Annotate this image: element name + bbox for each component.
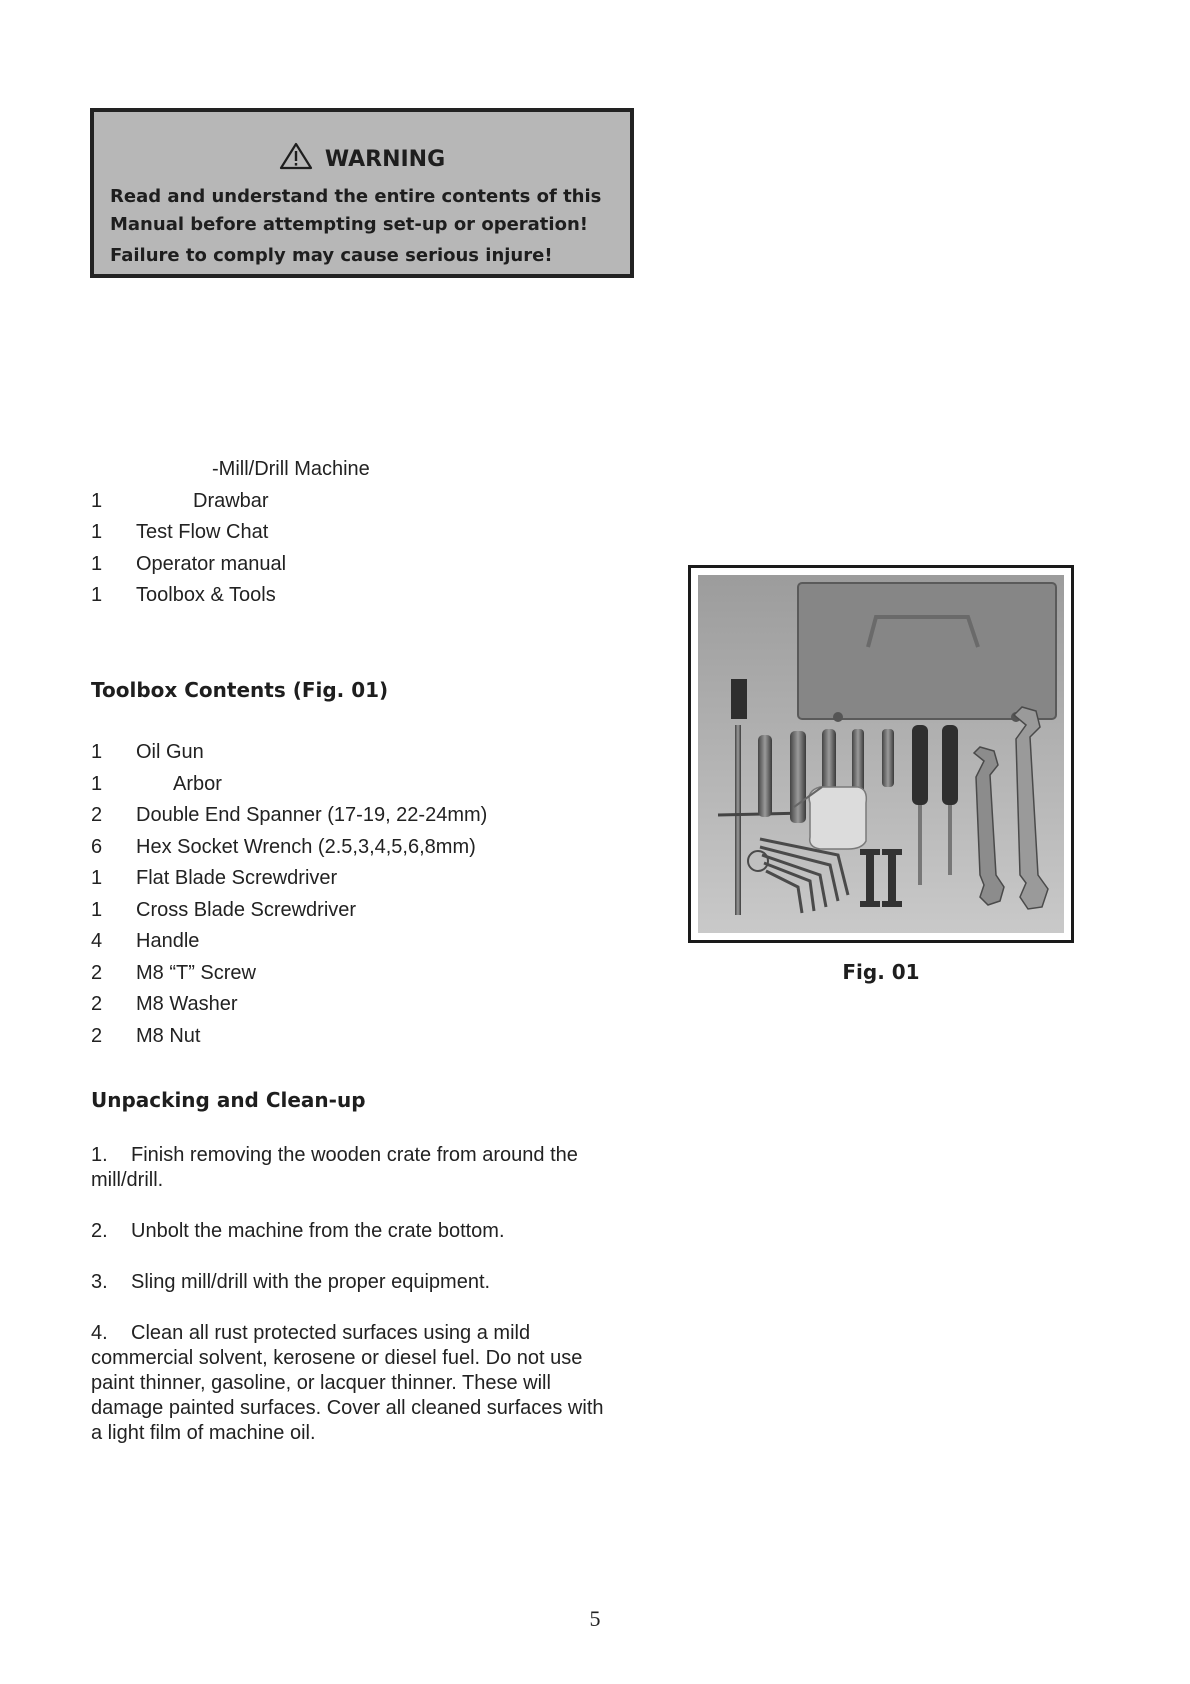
handle bbox=[758, 735, 772, 817]
item-qty: 2 bbox=[91, 993, 103, 1015]
item-qty: 1 bbox=[91, 773, 103, 795]
warning-triangle-icon bbox=[279, 142, 313, 170]
warning-line: Read and understand the entire contents of this bbox=[110, 186, 602, 207]
item-name: Hex Socket Wrench (2.5,3,4,5,6,8mm) bbox=[136, 836, 476, 858]
screwdriver-shaft bbox=[948, 805, 952, 875]
t-rod bbox=[735, 725, 741, 915]
unpacking-step bbox=[91, 1143, 611, 1193]
figure-caption: Fig. 01 bbox=[842, 960, 920, 984]
item-name: Toolbox & Tools bbox=[136, 584, 276, 606]
item-name: M8 “T” Screw bbox=[136, 962, 256, 984]
toolbox-heading: Toolbox Contents (Fig. 01) bbox=[91, 678, 389, 702]
step-text: Unbolt the machine from the crate bottom. bbox=[131, 1220, 505, 1242]
warning-title bbox=[94, 142, 630, 172]
toolbox-photo bbox=[698, 575, 1064, 933]
screwdriver-handle bbox=[912, 725, 928, 805]
handle bbox=[790, 731, 806, 823]
item-qty: 1 bbox=[91, 521, 103, 543]
unpacking-step bbox=[91, 1321, 611, 1446]
arbor-sleeve bbox=[731, 679, 747, 719]
page-number: 5 bbox=[589, 1606, 601, 1631]
item-qty: 2 bbox=[91, 804, 103, 826]
item-qty: 1 bbox=[91, 741, 103, 763]
item-qty: 1 bbox=[91, 553, 103, 575]
step-text: Clean all rust protected surfaces using a mild commercial solvent, kerosene or diesel fuel. Do not use paint thinner, gasoline, or lacquer thinner. These will damage painted surfaces. Cover all cleaned surfaces with a light film of machine oil. bbox=[91, 1322, 604, 1444]
item-qty: 2 bbox=[91, 962, 103, 984]
step-number: 4. bbox=[91, 1322, 108, 1344]
warning-line: Failure to comply may cause serious injure! bbox=[110, 245, 553, 266]
item-name: Test Flow Chat bbox=[136, 521, 269, 543]
step-number: 1. bbox=[91, 1144, 108, 1166]
item-name: Oil Gun bbox=[136, 741, 204, 763]
item-name: Drawbar bbox=[193, 490, 269, 512]
item-name: M8 Washer bbox=[136, 993, 238, 1015]
screwdriver-shaft bbox=[918, 805, 922, 885]
screwdriver-handle bbox=[942, 725, 958, 805]
item-qty: 1 bbox=[91, 490, 103, 512]
warning-title-text: WARNING bbox=[324, 147, 446, 172]
item-qty: 2 bbox=[91, 1025, 103, 1047]
item-qty: 1 bbox=[91, 584, 103, 606]
item-name: Handle bbox=[136, 930, 200, 952]
t-screw bbox=[888, 849, 896, 907]
figure-frame bbox=[688, 565, 1074, 943]
step-text: Sling mill/drill with the proper equipment. bbox=[131, 1271, 491, 1293]
warning-box bbox=[90, 108, 634, 278]
item-name: Double End Spanner (17-19, 22-24mm) bbox=[136, 804, 488, 826]
item-name: Flat Blade Screwdriver bbox=[136, 867, 338, 889]
item-name: Operator manual bbox=[136, 553, 287, 575]
item-qty: 4 bbox=[91, 930, 103, 952]
step-number: 2. bbox=[91, 1220, 108, 1242]
item-name: -Mill/Drill Machine bbox=[212, 458, 370, 480]
t-screw bbox=[866, 849, 874, 907]
unpacking-step bbox=[91, 1219, 611, 1244]
item-qty: 1 bbox=[91, 899, 103, 921]
item-name: Cross Blade Screwdriver bbox=[136, 899, 357, 921]
handle bbox=[882, 729, 894, 787]
item-name: Arbor bbox=[173, 773, 222, 795]
toolbox-case bbox=[798, 583, 1056, 719]
item-qty: 6 bbox=[91, 836, 103, 858]
warning-line: Manual before attempting set-up or operation! bbox=[110, 214, 588, 235]
oil-bottle bbox=[809, 787, 866, 849]
item-name: M8 Nut bbox=[136, 1025, 201, 1047]
handle bbox=[852, 729, 864, 793]
step-number: 3. bbox=[91, 1271, 108, 1293]
step-text: Finish removing the wooden crate from around the mill/drill. bbox=[91, 1144, 578, 1191]
unpacking-heading: Unpacking and Clean-up bbox=[91, 1088, 366, 1112]
item-qty: 1 bbox=[91, 867, 103, 889]
unpacking-step bbox=[91, 1270, 611, 1295]
